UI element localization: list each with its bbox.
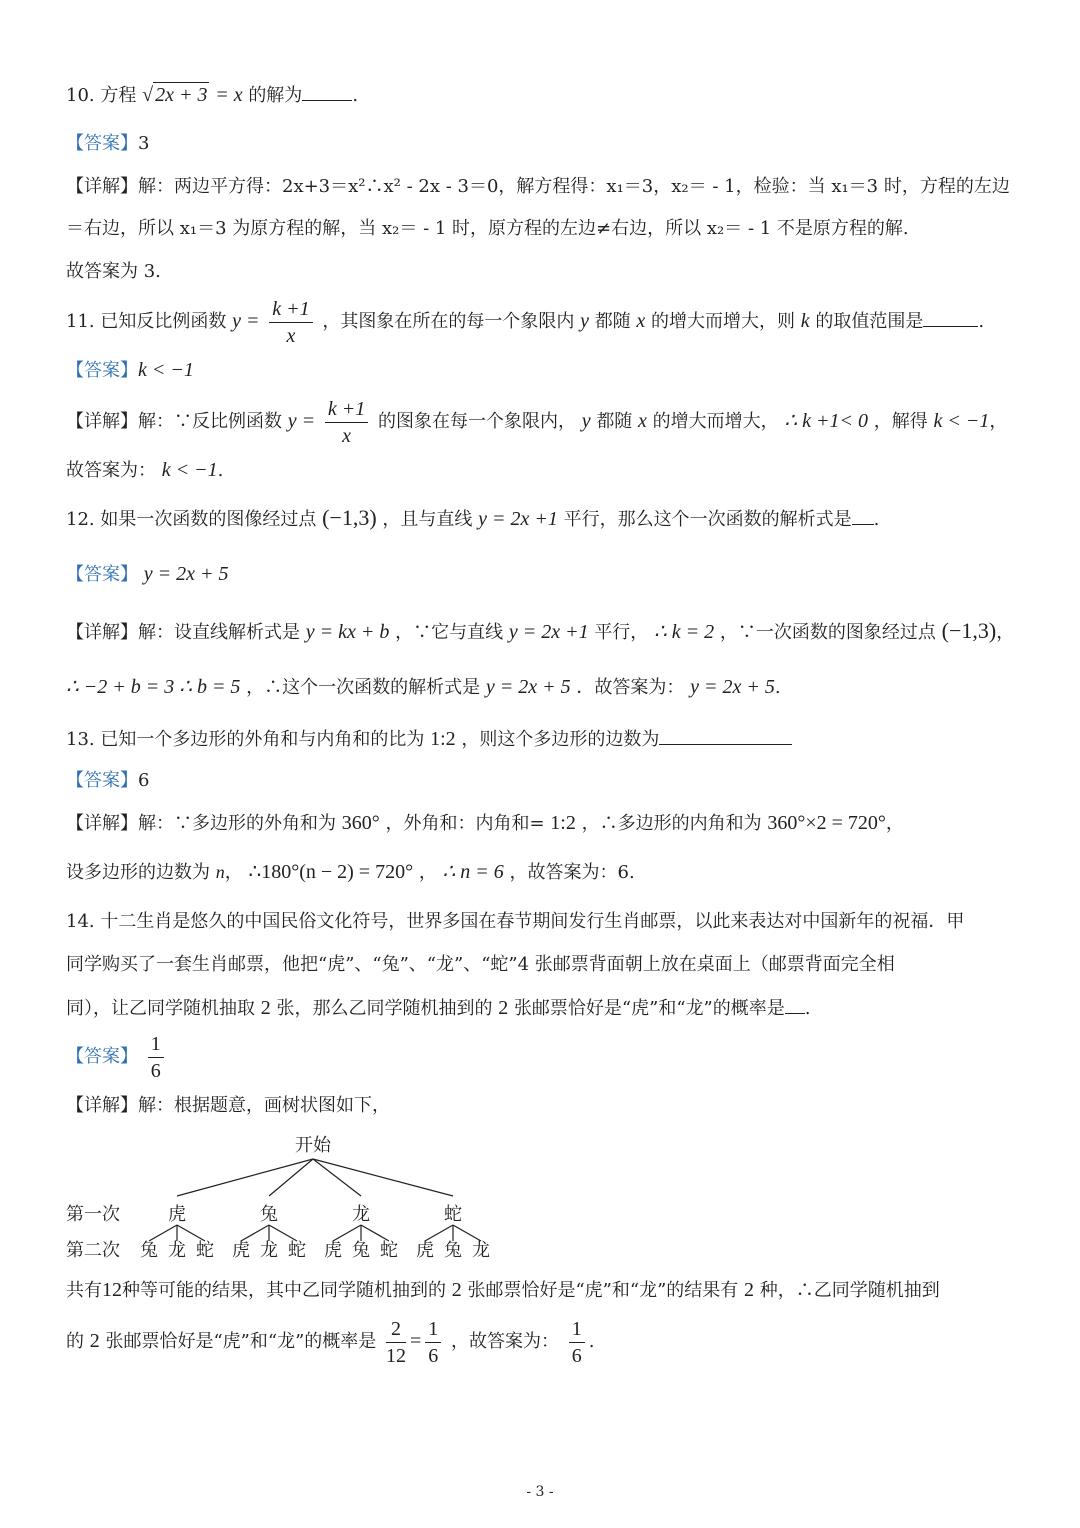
q11-end: . (978, 311, 985, 332)
q11-text-c: 都随 (594, 311, 631, 332)
q12-text-b: ，且与直线 (382, 509, 473, 530)
q11-text-a: 已知反比例函数 (100, 311, 227, 332)
tree-second-3-1: 虎 (324, 1240, 342, 1261)
q14-concl-f3-num: 1 (569, 1318, 585, 1343)
q14-text-l3c: 张，那么乙同学随机抽到的 (276, 998, 493, 1019)
tree-row2-label: 第二次 (66, 1240, 120, 1261)
q13-text-b: ，则这个多边形的边数为 (461, 729, 660, 750)
q10-text-b: 的解为 (248, 85, 303, 106)
q14-number: 14. (66, 911, 95, 932)
q12-detail-d: y = 2x +1 (508, 621, 589, 643)
q14-concl-l1b: 12 (102, 1279, 122, 1301)
q14-concl-l2e: . (588, 1331, 595, 1352)
detail-tag: 【详解】 (66, 176, 138, 197)
q11-text-e: 的取值范围是 (815, 311, 924, 332)
q14-concl-f3-den: 6 (571, 1344, 582, 1367)
answer-tag: 【答案】 (66, 133, 138, 154)
q12-detail-l2c: y = 2x + 5 (485, 676, 571, 698)
tree-edges-level2 (149, 1225, 481, 1241)
q13-detail-g: ， (885, 813, 904, 834)
q14-text-l3d: 2 (498, 997, 509, 1019)
q12-detail-l2e: y = 2x + 5 (690, 676, 775, 698)
page-number: - 3 - (526, 1484, 554, 1500)
tree-edges-level1 (177, 1159, 453, 1196)
q14-concl-l2c: 张邮票恰好是“虎”和“龙”的概率是 (105, 1331, 377, 1352)
q14-text-l3e: 张邮票恰好是“虎”和“龙”的概率是 (513, 998, 785, 1019)
q11-answer-value: k < −1 (138, 359, 194, 381)
q13-detail-l2a: 设多边形的边数为 (66, 862, 210, 883)
q14-text-l3b: 2 (260, 997, 271, 1019)
q13-text-a: 已知一个多边形的外角和与内角和的比为 (100, 729, 425, 750)
tree-second-1-1: 兔 (140, 1240, 158, 1261)
q11-detail-e: ∴ k +1< 0 (784, 410, 868, 432)
q12-detail-i: ， (996, 622, 1015, 643)
q12-detail-l2b: ，∴这个一次函数的解析式是 (246, 677, 481, 698)
detail-tag: 【详解】 (66, 411, 138, 432)
q13-detail-l2b: n (215, 862, 225, 882)
q14-concl-l1a: 共有 (66, 1280, 102, 1301)
q14-concl-l1e: 张邮票恰好是“虎”和“龙”的结果有 (467, 1280, 739, 1301)
q10-end: . (352, 85, 359, 106)
tree-second-1-2: 龙 (168, 1240, 186, 1261)
q13-detail-l2c: ， (224, 862, 243, 883)
tree-second-2-2: 龙 (260, 1240, 278, 1261)
q12-detail-l2d: ．故答案为： (576, 677, 685, 698)
q10-number: 10. (66, 85, 95, 106)
q11-detail-y-eq: y = (287, 410, 316, 432)
q11-y-eq: y = (232, 310, 260, 332)
q11-text-b: ，其图象在所在的每一个象限内 (322, 311, 575, 332)
q12-text-c: 平行，那么这个一次函数的解析式是 (563, 509, 852, 530)
tree-second-2-3: 蛇 (288, 1240, 306, 1261)
tree-first-2: 兔 (260, 1204, 278, 1225)
q11-text-d: 的增大而增大，则 (651, 311, 796, 332)
q12-detail-h: (−1,3) (941, 618, 997, 643)
q14-concl-fraction-1 (386, 1318, 406, 1367)
detail-tag: 【详解】 (66, 1095, 138, 1116)
q14-detail-a: 解：根据题意，画树状图如下， (138, 1095, 390, 1116)
tree-first-1: 虎 (168, 1204, 186, 1225)
q12-text-a: 如果一次函数的图像经过点 (100, 509, 317, 530)
q13-detail-l2g: ，故答案为：6. (509, 862, 635, 883)
tree-second-1-3: 蛇 (196, 1240, 214, 1261)
tree-row1-label: 第一次 (66, 1204, 120, 1225)
q14-concl-eq: = (410, 1330, 422, 1352)
tree-second-3-3: 蛇 (380, 1240, 398, 1261)
q14-concl-l1g: 种，∴乙同学随机抽到 (759, 1280, 940, 1301)
tree-root: 开始 (295, 1135, 331, 1156)
q13-detail-f: 360°×2 = 720° (767, 812, 886, 834)
q13-detail-l2d: ∴180°(n − 2) = 720° (248, 861, 414, 883)
q11-detail-b: 的图象在每一个象限内， (377, 411, 576, 432)
q10-detail-text-2: ＝右边，所以 x₁＝3 为原方程的解，当 x₂＝ - 1 时，原方程的左边≠右边，所以 x₂＝ - 1 不是原方程的解. (66, 218, 909, 239)
q11-detail-d: 的增大而增大， (652, 411, 779, 432)
answer-tag: 【答案】 (66, 770, 138, 791)
q11-detail-var-x: x (638, 410, 647, 432)
q12-detail-e: 平行， (594, 622, 649, 643)
q10-eq-right: = x (215, 84, 243, 106)
q11-detail-frac-num: k +1 (325, 398, 368, 423)
q14-answer-num: 1 (148, 1033, 164, 1058)
tree-first-4: 蛇 (444, 1204, 462, 1225)
q11-var-x: x (636, 310, 646, 332)
q13-answer-value: 6 (138, 770, 150, 791)
q11-number: 11. (66, 311, 95, 332)
q10-answer-value: 3 (138, 133, 150, 154)
q11-frac-den: x (286, 324, 296, 347)
q13-detail-b: 360° (341, 812, 380, 834)
q12-end: . (873, 509, 880, 530)
q13-detail-e: ，∴多边形的内角和为 (581, 813, 762, 834)
q14-concl-l2d: ，故答案为： (451, 1331, 560, 1352)
q12-answer-value: y = 2x + 5 (143, 563, 229, 585)
q11-detail-f: ，解得 (873, 411, 928, 432)
q11-detail-l2a: 故答案为： (66, 460, 156, 481)
tree-first-3: 龙 (352, 1204, 370, 1225)
q14-concl-l1d: 2 (451, 1279, 462, 1301)
q12-detail-f: ∴ k = 2 (654, 621, 715, 643)
q11-detail-l2b: k < −1 (161, 459, 218, 481)
q11-detail-g: k < −1 (933, 410, 990, 432)
q12-detail-l2f: . (774, 677, 781, 698)
tree-second-2-1: 虎 (232, 1240, 250, 1261)
tree-second-4-2: 兔 (444, 1240, 462, 1261)
detail-tag: 【详解】 (66, 622, 138, 643)
tree-second-4-1: 虎 (416, 1240, 434, 1261)
q12-detail-b: y = kx + b (305, 621, 390, 643)
q14-conclusion-1 (66, 1278, 940, 1303)
q11-detail-var-y: y (581, 410, 591, 432)
q14-text-l1: 十二生肖是悠久的中国民俗文化符号，世界多国在春节期间发行生肖邮票，以此来表达对中国新年的祝福．甲 (100, 911, 965, 932)
q14-text-l3a: 同），让乙同学随机抽取 (66, 998, 255, 1019)
q14-concl-fraction-2 (425, 1318, 441, 1367)
q13-detail-d: 1:2 (550, 812, 576, 834)
q13-number: 13. (66, 729, 95, 750)
q14-concl-f2-num: 1 (425, 1318, 441, 1343)
q14-concl-l1c: 种等可能的结果，其中乙同学随机抽到的 (122, 1280, 446, 1301)
q14-answer-den: 6 (150, 1059, 161, 1082)
q12-detail-g: ，∵一次函数的图象经过点 (719, 622, 936, 643)
q12-line: y = 2x +1 (478, 508, 558, 530)
sqrt-sign-icon: √ (142, 84, 154, 106)
q10-detail-text-1: 解：两边平方得：2x+3＝x²∴x² - 2x - 3＝0，解方程得：x₁＝3，x₂＝ - 1，检验：当 x₁＝3 时，方程的左边 (138, 176, 1010, 197)
q14-concl-fraction-3 (569, 1318, 585, 1367)
q13-detail-l2f: ∴ n = 6 (442, 861, 504, 883)
q14-end: . (804, 998, 811, 1019)
q11-frac-num: k +1 (269, 298, 312, 323)
q11-var-k: k (800, 310, 810, 332)
q11-var-y: y (580, 310, 589, 332)
q14-conclusion-2 (66, 1314, 595, 1369)
q12-detail-c: ，∵它与直线 (395, 622, 504, 643)
q13-detail-a: 解：∵多边形的外角和为 (138, 813, 336, 834)
q14-concl-f1-den: 12 (386, 1344, 407, 1367)
answer-tag: 【答案】 (66, 1046, 138, 1067)
q12-point: (−1,3) (322, 505, 377, 530)
q11-detail-frac-den: x (342, 424, 351, 447)
q14-concl-l1f: 2 (744, 1279, 755, 1301)
q14-concl-f2-den: 6 (428, 1344, 439, 1367)
tree-second-4-3: 龙 (472, 1240, 490, 1261)
q11-detail-l2c: . (217, 460, 224, 481)
q11-detail-h: ， (989, 411, 1008, 432)
q13-detail-l2e: ， (418, 862, 437, 883)
q12-detail-l2a: ∴ −2 + b = 3 ∴ b = 5 (66, 676, 241, 698)
answer-tag: 【答案】 (66, 360, 138, 381)
q14-concl-l2b: 2 (89, 1330, 100, 1352)
q14-text-l2: 同学购买了一套生肖邮票，他把“虎”、“兔”、“龙”、“蛇”4 张邮票背面朝上放在桌面上（邮票背面完全相 (66, 954, 895, 975)
q10-sqrt: 2x + 3 (155, 84, 208, 106)
q13-ratio: 1:2 (430, 728, 456, 750)
q12-detail-a: 解：设直线解析式是 (138, 622, 300, 643)
detail-tag: 【详解】 (66, 813, 138, 834)
q12-number: 12. (66, 509, 95, 530)
q14-concl-l2a: 的 (66, 1331, 84, 1352)
q11-detail-c: 都随 (596, 411, 633, 432)
q10-text-a: 方程 (100, 85, 137, 106)
q14-concl-f1-num: 2 (386, 1318, 406, 1343)
q11-detail-a: 解：∵反比例函数 (138, 411, 282, 432)
tree-second-3-2: 兔 (352, 1240, 370, 1261)
q10-detail-text-3: 故答案为 3. (66, 261, 161, 282)
q13-detail-c: ，外角和：内角和= (385, 813, 545, 834)
answer-tag: 【答案】 (66, 564, 138, 585)
